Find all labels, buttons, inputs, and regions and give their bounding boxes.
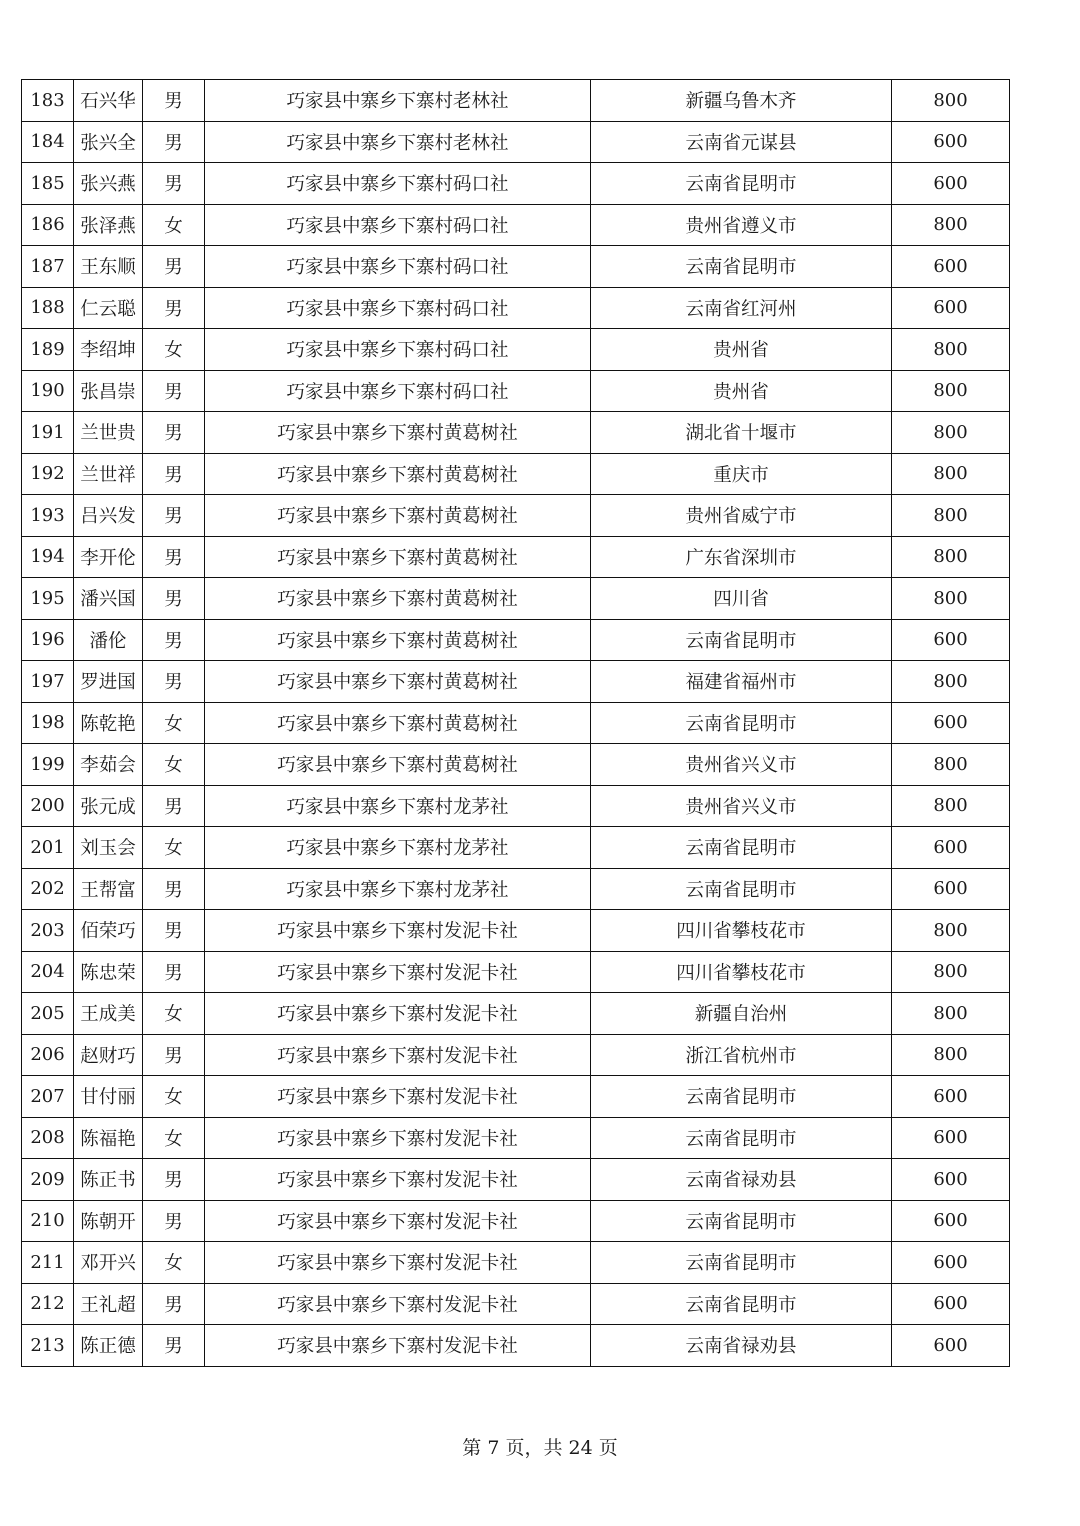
serial-number-cell: 199 <box>22 744 74 786</box>
serial-number-cell: 195 <box>22 578 74 620</box>
address-cell: 巧家县中寨乡下寨村发泥卡社 <box>205 951 591 993</box>
serial-number-cell: 192 <box>22 453 74 495</box>
serial-number-cell: 198 <box>22 702 74 744</box>
name-cell: 刘玉会 <box>74 827 143 869</box>
work-location-cell: 四川省攀枝花市 <box>591 951 892 993</box>
amount-cell: 600 <box>892 287 1010 329</box>
amount-cell: 800 <box>892 578 1010 620</box>
amount-cell: 600 <box>892 1283 1010 1325</box>
address-cell: 巧家县中寨乡下寨村龙茅社 <box>205 785 591 827</box>
address-cell: 巧家县中寨乡下寨村发泥卡社 <box>205 1325 591 1367</box>
name-cell: 陈乾艳 <box>74 702 143 744</box>
work-location-cell: 重庆市 <box>591 453 892 495</box>
work-location-cell: 云南省禄劝县 <box>591 1159 892 1201</box>
amount-cell: 800 <box>892 661 1010 703</box>
gender-cell: 女 <box>143 1242 205 1284</box>
gender-cell: 女 <box>143 744 205 786</box>
name-cell: 王礼超 <box>74 1283 143 1325</box>
gender-cell: 女 <box>143 702 205 744</box>
work-location-cell: 云南省昆明市 <box>591 1200 892 1242</box>
address-cell: 巧家县中寨乡下寨村黄葛树社 <box>205 536 591 578</box>
table-body <box>22 80 1010 1367</box>
gender-cell: 男 <box>143 287 205 329</box>
amount-cell: 800 <box>892 785 1010 827</box>
gender-cell: 男 <box>143 80 205 122</box>
work-location-cell: 云南省昆明市 <box>591 246 892 288</box>
serial-number-cell: 190 <box>22 370 74 412</box>
serial-number-cell: 193 <box>22 495 74 537</box>
serial-number-cell: 204 <box>22 951 74 993</box>
work-location-cell: 云南省昆明市 <box>591 1076 892 1118</box>
amount-cell: 600 <box>892 1159 1010 1201</box>
serial-number-cell: 197 <box>22 661 74 703</box>
address-cell: 巧家县中寨乡下寨村码口社 <box>205 246 591 288</box>
table-row <box>22 993 1010 1035</box>
address-cell: 巧家县中寨乡下寨村龙茅社 <box>205 827 591 869</box>
gender-cell: 女 <box>143 1076 205 1118</box>
table-row <box>22 827 1010 869</box>
address-cell: 巧家县中寨乡下寨村码口社 <box>205 204 591 246</box>
address-cell: 巧家县中寨乡下寨村老林社 <box>205 80 591 122</box>
table-row <box>22 951 1010 993</box>
name-cell: 吕兴发 <box>74 495 143 537</box>
gender-cell: 女 <box>143 1117 205 1159</box>
gender-cell: 男 <box>143 661 205 703</box>
serial-number-cell: 196 <box>22 619 74 661</box>
name-cell: 赵财巧 <box>74 1034 143 1076</box>
name-cell: 石兴华 <box>74 80 143 122</box>
name-cell: 兰世贵 <box>74 412 143 454</box>
table-row <box>22 80 1010 122</box>
data-table <box>21 79 1010 1367</box>
address-cell: 巧家县中寨乡下寨村黄葛树社 <box>205 412 591 454</box>
gender-cell: 男 <box>143 868 205 910</box>
amount-cell: 600 <box>892 1325 1010 1367</box>
work-location-cell: 贵州省遵义市 <box>591 204 892 246</box>
gender-cell: 男 <box>143 619 205 661</box>
amount-cell: 600 <box>892 246 1010 288</box>
table-row <box>22 1117 1010 1159</box>
gender-cell: 女 <box>143 204 205 246</box>
table-row <box>22 1200 1010 1242</box>
serial-number-cell: 184 <box>22 121 74 163</box>
gender-cell: 男 <box>143 1159 205 1201</box>
work-location-cell: 贵州省 <box>591 329 892 371</box>
name-cell: 王帮富 <box>74 868 143 910</box>
table-row <box>22 1159 1010 1201</box>
table-row <box>22 619 1010 661</box>
serial-number-cell: 213 <box>22 1325 74 1367</box>
table-row <box>22 1283 1010 1325</box>
amount-cell: 800 <box>892 744 1010 786</box>
address-cell: 巧家县中寨乡下寨村黄葛树社 <box>205 661 591 703</box>
address-cell: 巧家县中寨乡下寨村黄葛树社 <box>205 495 591 537</box>
amount-cell: 800 <box>892 1034 1010 1076</box>
name-cell: 张元成 <box>74 785 143 827</box>
work-location-cell: 云南省昆明市 <box>591 827 892 869</box>
address-cell: 巧家县中寨乡下寨村码口社 <box>205 163 591 205</box>
amount-cell: 800 <box>892 951 1010 993</box>
work-location-cell: 贵州省 <box>591 370 892 412</box>
work-location-cell: 云南省昆明市 <box>591 1242 892 1284</box>
amount-cell: 800 <box>892 495 1010 537</box>
work-location-cell: 浙江省杭州市 <box>591 1034 892 1076</box>
name-cell: 王成美 <box>74 993 143 1035</box>
name-cell: 陈忠荣 <box>74 951 143 993</box>
table-row <box>22 246 1010 288</box>
work-location-cell: 云南省昆明市 <box>591 1117 892 1159</box>
serial-number-cell: 187 <box>22 246 74 288</box>
serial-number-cell: 207 <box>22 1076 74 1118</box>
gender-cell: 男 <box>143 1034 205 1076</box>
name-cell: 佰荣巧 <box>74 910 143 952</box>
amount-cell: 600 <box>892 1117 1010 1159</box>
table-row <box>22 163 1010 205</box>
name-cell: 潘伦 <box>74 619 143 661</box>
gender-cell: 男 <box>143 536 205 578</box>
address-cell: 巧家县中寨乡下寨村黄葛树社 <box>205 453 591 495</box>
name-cell: 张兴燕 <box>74 163 143 205</box>
work-location-cell: 云南省昆明市 <box>591 1283 892 1325</box>
work-location-cell: 云南省禄劝县 <box>591 1325 892 1367</box>
address-cell: 巧家县中寨乡下寨村发泥卡社 <box>205 1117 591 1159</box>
table-row <box>22 495 1010 537</box>
amount-cell: 800 <box>892 204 1010 246</box>
serial-number-cell: 200 <box>22 785 74 827</box>
amount-cell: 600 <box>892 702 1010 744</box>
table-row <box>22 121 1010 163</box>
amount-cell: 600 <box>892 1076 1010 1118</box>
table-row <box>22 536 1010 578</box>
gender-cell: 女 <box>143 329 205 371</box>
serial-number-cell: 211 <box>22 1242 74 1284</box>
address-cell: 巧家县中寨乡下寨村发泥卡社 <box>205 1034 591 1076</box>
name-cell: 仁云聪 <box>74 287 143 329</box>
work-location-cell: 贵州省兴义市 <box>591 785 892 827</box>
address-cell: 巧家县中寨乡下寨村发泥卡社 <box>205 993 591 1035</box>
table-row <box>22 370 1010 412</box>
name-cell: 李绍坤 <box>74 329 143 371</box>
address-cell: 巧家县中寨乡下寨村码口社 <box>205 287 591 329</box>
serial-number-cell: 194 <box>22 536 74 578</box>
serial-number-cell: 186 <box>22 204 74 246</box>
work-location-cell: 贵州省威宁市 <box>591 495 892 537</box>
work-location-cell: 云南省红河州 <box>591 287 892 329</box>
serial-number-cell: 212 <box>22 1283 74 1325</box>
table-row <box>22 744 1010 786</box>
gender-cell: 男 <box>143 578 205 620</box>
serial-number-cell: 202 <box>22 868 74 910</box>
table-row <box>22 1034 1010 1076</box>
gender-cell: 男 <box>143 246 205 288</box>
serial-number-cell: 183 <box>22 80 74 122</box>
work-location-cell: 贵州省兴义市 <box>591 744 892 786</box>
work-location-cell: 福建省福州市 <box>591 661 892 703</box>
table-row <box>22 287 1010 329</box>
amount-cell: 800 <box>892 910 1010 952</box>
address-cell: 巧家县中寨乡下寨村发泥卡社 <box>205 1200 591 1242</box>
amount-cell: 800 <box>892 80 1010 122</box>
serial-number-cell: 209 <box>22 1159 74 1201</box>
gender-cell: 男 <box>143 412 205 454</box>
amount-cell: 600 <box>892 1200 1010 1242</box>
serial-number-cell: 210 <box>22 1200 74 1242</box>
amount-cell: 800 <box>892 412 1010 454</box>
name-cell: 陈朝开 <box>74 1200 143 1242</box>
gender-cell: 男 <box>143 951 205 993</box>
amount-cell: 600 <box>892 163 1010 205</box>
gender-cell: 男 <box>143 1200 205 1242</box>
name-cell: 邓开兴 <box>74 1242 143 1284</box>
page-number-footer: 第 7 页，共 24 页 <box>462 1437 618 1459</box>
gender-cell: 男 <box>143 163 205 205</box>
name-cell: 张昌崇 <box>74 370 143 412</box>
serial-number-cell: 208 <box>22 1117 74 1159</box>
name-cell: 甘付丽 <box>74 1076 143 1118</box>
serial-number-cell: 189 <box>22 329 74 371</box>
table-row <box>22 702 1010 744</box>
gender-cell: 男 <box>143 121 205 163</box>
amount-cell: 800 <box>892 370 1010 412</box>
address-cell: 巧家县中寨乡下寨村龙茅社 <box>205 868 591 910</box>
gender-cell: 男 <box>143 785 205 827</box>
address-cell: 巧家县中寨乡下寨村发泥卡社 <box>205 910 591 952</box>
serial-number-cell: 188 <box>22 287 74 329</box>
address-cell: 巧家县中寨乡下寨村发泥卡社 <box>205 1076 591 1118</box>
name-cell: 陈正书 <box>74 1159 143 1201</box>
table-row <box>22 453 1010 495</box>
address-cell: 巧家县中寨乡下寨村发泥卡社 <box>205 1242 591 1284</box>
gender-cell: 女 <box>143 993 205 1035</box>
name-cell: 张兴全 <box>74 121 143 163</box>
amount-cell: 800 <box>892 453 1010 495</box>
amount-cell: 600 <box>892 868 1010 910</box>
work-location-cell: 云南省昆明市 <box>591 702 892 744</box>
gender-cell: 男 <box>143 1283 205 1325</box>
serial-number-cell: 185 <box>22 163 74 205</box>
amount-cell: 800 <box>892 993 1010 1035</box>
table-row <box>22 1076 1010 1118</box>
serial-number-cell: 206 <box>22 1034 74 1076</box>
address-cell: 巧家县中寨乡下寨村黄葛树社 <box>205 619 591 661</box>
name-cell: 陈正德 <box>74 1325 143 1367</box>
address-cell: 巧家县中寨乡下寨村黄葛树社 <box>205 744 591 786</box>
address-cell: 巧家县中寨乡下寨村发泥卡社 <box>205 1283 591 1325</box>
address-cell: 巧家县中寨乡下寨村发泥卡社 <box>205 1159 591 1201</box>
work-location-cell: 新疆自治州 <box>591 993 892 1035</box>
address-cell: 巧家县中寨乡下寨村黄葛树社 <box>205 578 591 620</box>
amount-cell: 600 <box>892 619 1010 661</box>
name-cell: 李开伦 <box>74 536 143 578</box>
serial-number-cell: 205 <box>22 993 74 1035</box>
amount-cell: 600 <box>892 827 1010 869</box>
address-cell: 巧家县中寨乡下寨村码口社 <box>205 370 591 412</box>
table-row <box>22 204 1010 246</box>
name-cell: 潘兴国 <box>74 578 143 620</box>
amount-cell: 800 <box>892 329 1010 371</box>
table-row <box>22 1242 1010 1284</box>
work-location-cell: 湖北省十堰市 <box>591 412 892 454</box>
table-row <box>22 412 1010 454</box>
table-row <box>22 661 1010 703</box>
amount-cell: 800 <box>892 536 1010 578</box>
name-cell: 兰世祥 <box>74 453 143 495</box>
gender-cell: 男 <box>143 495 205 537</box>
gender-cell: 男 <box>143 453 205 495</box>
address-cell: 巧家县中寨乡下寨村老林社 <box>205 121 591 163</box>
table-row <box>22 329 1010 371</box>
gender-cell: 男 <box>143 910 205 952</box>
work-location-cell: 四川省 <box>591 578 892 620</box>
work-location-cell: 新疆乌鲁木齐 <box>591 80 892 122</box>
work-location-cell: 四川省攀枝花市 <box>591 910 892 952</box>
work-location-cell: 云南省昆明市 <box>591 619 892 661</box>
serial-number-cell: 191 <box>22 412 74 454</box>
work-location-cell: 广东省深圳市 <box>591 536 892 578</box>
amount-cell: 600 <box>892 121 1010 163</box>
name-cell: 李茹会 <box>74 744 143 786</box>
work-location-cell: 云南省昆明市 <box>591 163 892 205</box>
table-row <box>22 910 1010 952</box>
work-location-cell: 云南省元谋县 <box>591 121 892 163</box>
name-cell: 张泽燕 <box>74 204 143 246</box>
serial-number-cell: 201 <box>22 827 74 869</box>
table-row <box>22 785 1010 827</box>
gender-cell: 女 <box>143 827 205 869</box>
name-cell: 罗进国 <box>74 661 143 703</box>
name-cell: 王东顺 <box>74 246 143 288</box>
amount-cell: 600 <box>892 1242 1010 1284</box>
table-row <box>22 868 1010 910</box>
address-cell: 巧家县中寨乡下寨村码口社 <box>205 329 591 371</box>
gender-cell: 男 <box>143 370 205 412</box>
serial-number-cell: 203 <box>22 910 74 952</box>
address-cell: 巧家县中寨乡下寨村黄葛树社 <box>205 702 591 744</box>
table-row <box>22 578 1010 620</box>
table-row <box>22 1325 1010 1367</box>
work-location-cell: 云南省昆明市 <box>591 868 892 910</box>
gender-cell: 男 <box>143 1325 205 1367</box>
name-cell: 陈福艳 <box>74 1117 143 1159</box>
